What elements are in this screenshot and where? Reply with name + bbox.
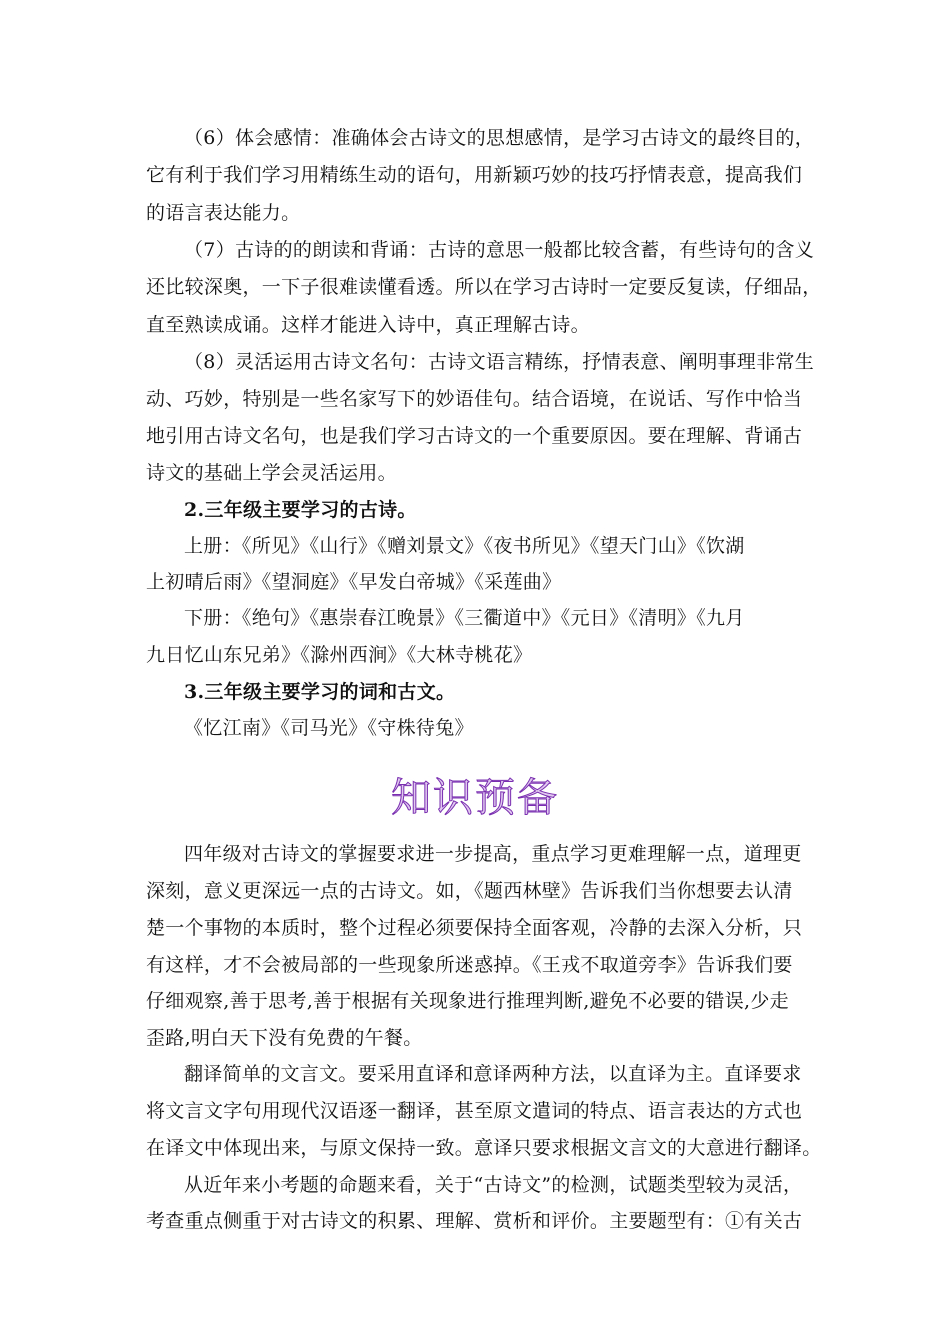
paragraph-8-line-1: （8）灵活运用古诗文名句：古诗文语言精练，抒情表意、阐明事理非常生 bbox=[184, 351, 814, 373]
grade4-paragraph-line-3: 楚一个事物的本质时，整个过程必须要保持全面客观，冷静的去深入分析，只 bbox=[146, 917, 803, 939]
paragraph-8-line-4: 诗文的基础上学会灵活运用。 bbox=[146, 462, 397, 484]
translation-paragraph-line-1: 翻译简单的文言文。要采用直译和意译两种方法，以直译为主。直译要求 bbox=[184, 1063, 802, 1085]
paragraph-7-line-1: （7）古诗的的朗读和背诵：古诗的意思一般都比较含蓄，有些诗句的含义 bbox=[184, 239, 814, 261]
heading-grade3-poems: 2.三年级主要学习的古诗。 bbox=[184, 499, 417, 521]
grade4-paragraph-line-2: 深刻，意义更深远一点的古诗文。如，《题西林壁》告诉我们当你想要去认清 bbox=[146, 880, 793, 902]
grade4-paragraph-line-5: 仔细观察,善于思考,善于根据有关现象进行推理判断,避免不必要的错误,少走 bbox=[146, 990, 789, 1012]
translation-paragraph-line-2: 将文言文字句用现代汉语逐一翻译，甚至原文遣词的特点、语言表达的方式也 bbox=[146, 1100, 803, 1122]
exam-paragraph-line-1: 从近年来小考题的命题来看，关于“古诗文”的检测，试题类型较为灵活， bbox=[184, 1174, 803, 1196]
grade4-paragraph-line-6: 歪路,明白天下没有免费的午餐。 bbox=[146, 1027, 423, 1049]
grade4-paragraph-line-4: 有这样，才不会被局部的一些现象所迷惑掉。《王戎不取道旁李》告诉我们要 bbox=[146, 954, 793, 976]
translation-paragraph-line-3: 在译文中体现出来，与原文保持一致。意译只要求根据文言文的大意进行翻译。 bbox=[146, 1137, 822, 1159]
paragraph-8-line-3: 地引用古诗文名句，也是我们学习古诗文的一个重要原因。要在理解、背诵古 bbox=[146, 425, 803, 447]
paragraph-7-line-2: 还比较深奥，一下子很难读懂看透。所以在学习古诗时一定要反复读，仔细品， bbox=[146, 276, 822, 298]
ci-prose-list: 《忆江南》《司马光》《守株待兔》 bbox=[184, 717, 474, 739]
exam-paragraph-line-2: 考查重点侧重于对古诗文的积累、理解、赏析和评价。主要题型有：①有关古 bbox=[146, 1210, 803, 1232]
paragraph-7-line-3: 直至熟读成诵。这样才能进入诗中，真正理解古诗。 bbox=[146, 314, 590, 336]
grade4-paragraph-line-1: 四年级对古诗文的掌握要求进一步提高，重点学习更难理解一点，道理更 bbox=[184, 843, 802, 865]
lower-volume-line-1: 下册：《绝句》《惠崇春江晚景》《三衢道中》《元日》《清明》《九月 bbox=[184, 607, 745, 629]
upper-volume-line-2: 上初晴后雨》《望洞庭》《早发白帝城》《采莲曲》 bbox=[146, 571, 562, 593]
paragraph-6-line-2: 它有利于我们学习用精练生动的语句，用新颖巧妙的技巧抒情表意，提高我们 bbox=[146, 164, 803, 186]
upper-volume-line-1: 上册：《所见》《山行》《赠刘景文》《夜书所见》《望天门山》《饮湖 bbox=[184, 535, 745, 557]
paragraph-6-line-1: （6）体会感情：准确体会古诗文的思想感情，是学习古诗文的最终目的， bbox=[184, 127, 814, 149]
lower-volume-line-2: 九日忆山东兄弟》《滁州西涧》《大林寺桃花》 bbox=[146, 644, 533, 666]
section-title: 知识预备 bbox=[391, 775, 559, 821]
heading-grade3-ci-prose: 3.三年级主要学习的词和古文。 bbox=[184, 681, 456, 703]
paragraph-8-line-2: 动、巧妙，特别是一些名家写下的妙语佳句。结合语境，在说话、写作中恰当 bbox=[146, 388, 803, 410]
paragraph-6-line-3: 的语言表达能力。 bbox=[146, 202, 301, 224]
